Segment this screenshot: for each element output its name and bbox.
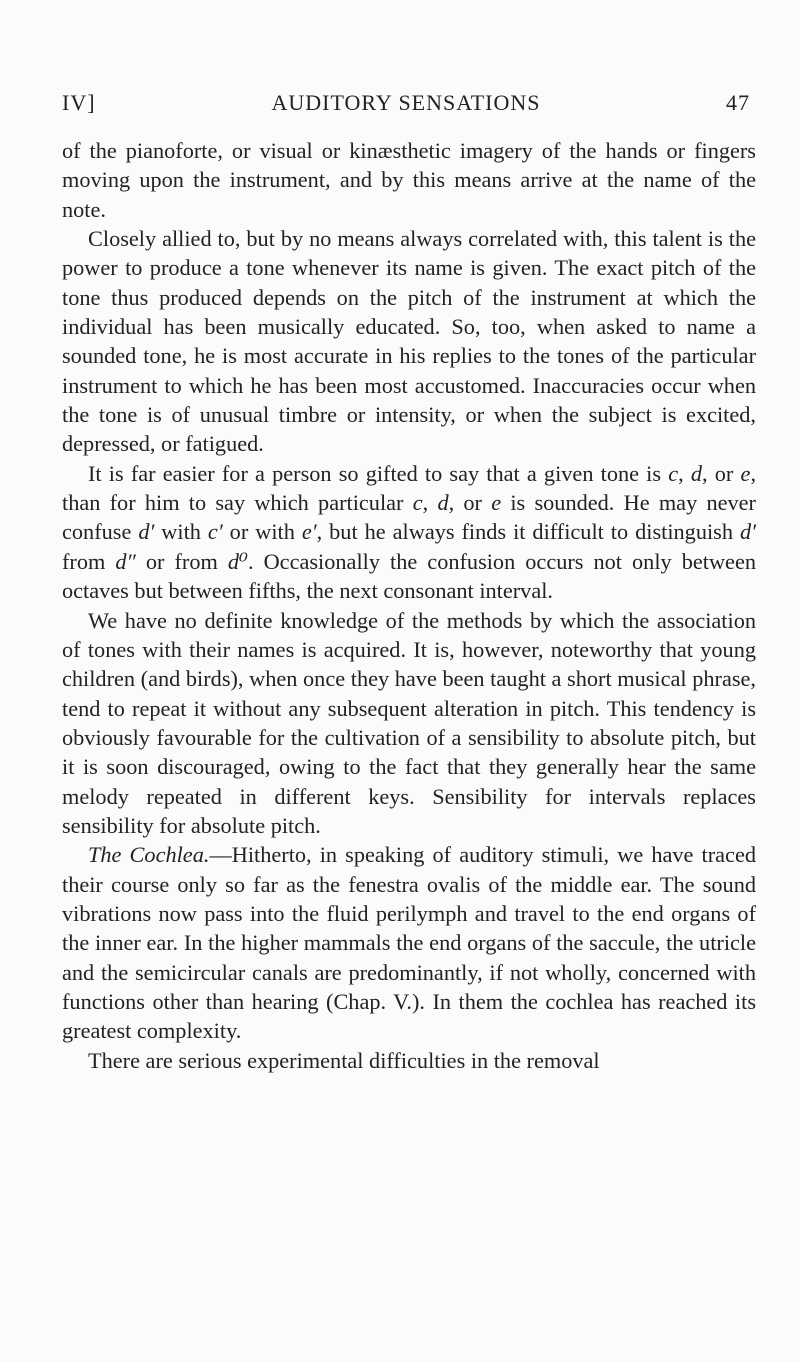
note-letter: d′ — [138, 519, 155, 545]
text-segment: , — [678, 460, 691, 486]
text-segment: with — [154, 519, 208, 545]
chapter-number: IV] — [62, 90, 96, 115]
note-letter: e′ — [301, 519, 317, 545]
note-letter: c — [668, 460, 679, 486]
note-letter: d⁰ — [227, 548, 248, 574]
note-letter: e — [740, 460, 751, 486]
note-letter: d′ — [739, 519, 756, 545]
text-segment: or with — [222, 519, 302, 545]
text-segment: , or — [448, 490, 492, 516]
running-header — [62, 90, 750, 130]
text-segment: . Occasionally the confusion occurs not only between octaves but between fifths, the next consonant interval. — [62, 548, 757, 604]
note-letter: c′ — [207, 519, 223, 545]
note-letter: d — [690, 460, 703, 486]
paragraph-1: of the pianoforte, or visual or kinæsthetic imagery of the hands or fingers moving upon the instrument, and by this means arrive at the name of the note. — [62, 138, 756, 222]
section-heading: The Cochlea. — [88, 842, 210, 868]
text-segment: It is far easier for a person so gifted to say that a given tone is — [88, 460, 669, 486]
paragraph-4: We have no definite knowledge of the methods by which the association of tones with their names is acquired. It is, however, noteworthy that young children (and birds), when once they have been taught a short musical phrase, tend to repeat it without any subsequent alteration in pitch. This tendency is obviously favourable for the cultivation of a sensibility to absolute pitch, but it is soon discouraged, owing to the fact that they generally hear the same melody repeated in different keys. Sensibility for intervals replaces sensibility for absolute pitch. — [62, 607, 756, 838]
text-segment: , or — [702, 460, 741, 486]
note-letter: d″ — [115, 548, 136, 574]
text-segment: is sounded. He may never confuse — [62, 490, 756, 545]
paragraph-3 — [62, 459, 756, 606]
note-letter: e — [491, 490, 502, 516]
note-letter: c — [412, 490, 423, 516]
running-title: AUDITORY SENSATIONS — [271, 90, 541, 115]
text-segment: , but he always finds it difficult to distinguish — [316, 519, 740, 545]
paragraph-2: Closely allied to, but by no means always correlated with, this talent is the power to produce a tone whenever its name is given. The exact pitch of the tone thus produced depends on the pitch of the instrument at which the individual has been musically educated. So, too, when asked to name a sounded tone, he is most accurate in his replies to the tones of the particular instrument to which he has been most accustomed. Inaccuracies occur when the tone is of unusual timbre or intensity, or when the subject is excited, depressed, or fatigued. — [62, 226, 756, 457]
text-segment: from — [62, 548, 116, 574]
text-segment: , — [422, 490, 438, 516]
page-number: 47 — [726, 90, 750, 115]
text-segment: —Hitherto, in speaking of auditory stimuli, we have traced their course only so far as the fenestra ovalis of the middle ear. The sound vibrations now pass into the fluid perilymph and travel to the end organs of the inner ear. In the higher mammals the end organs of the saccule, the utricle and the semicircular canals are predominantly, if not wholly, concerned with functions other than hearing (Chap. V.). In them the cochlea has reached its greatest complexity. — [62, 842, 756, 1044]
paragraph-6: There are serious experimental difficulties in the removal — [88, 1047, 600, 1073]
body-text — [62, 136, 756, 1075]
text-segment: , than for him to say which particular — [62, 460, 757, 516]
note-letter: d — [437, 490, 449, 516]
text-segment: or from — [135, 548, 228, 574]
paragraph-5 — [62, 840, 756, 1045]
